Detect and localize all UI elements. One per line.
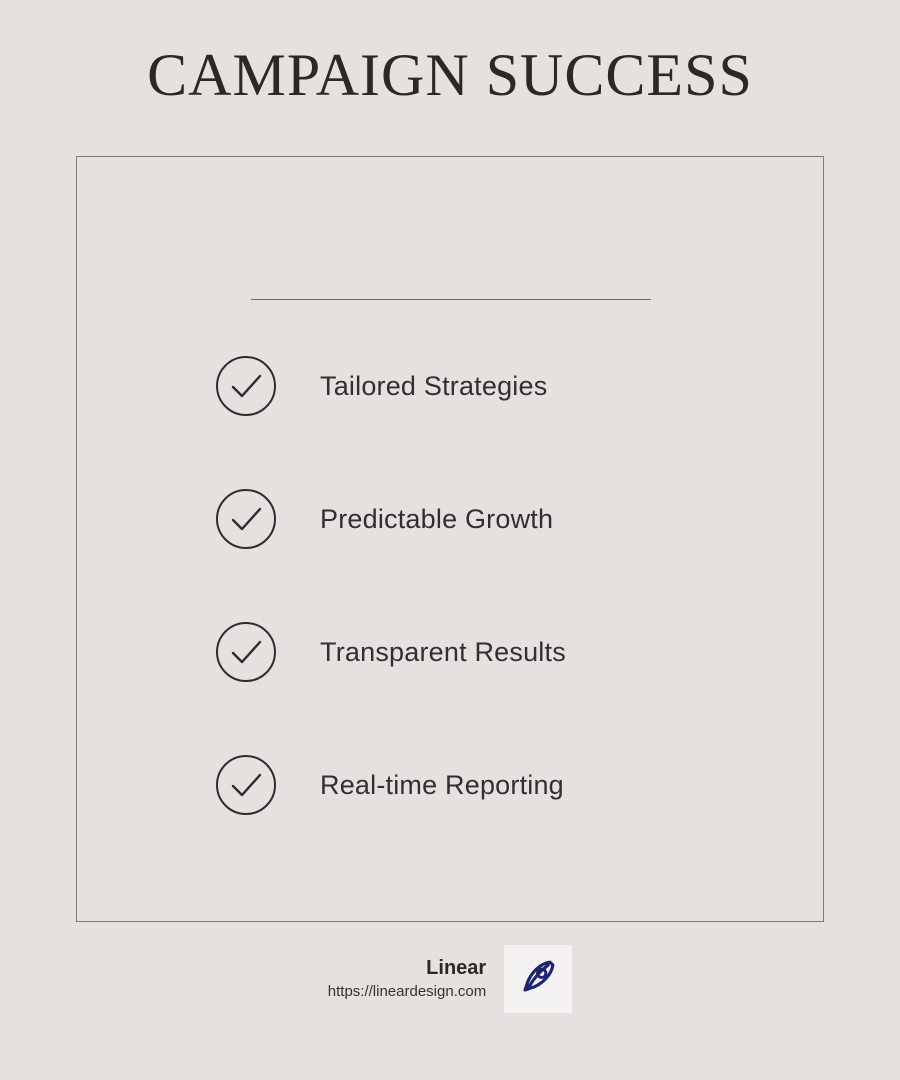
list-item (77, 486, 823, 552)
list-item-label: Real-time Reporting (320, 769, 564, 800)
brand-logo (504, 945, 572, 1013)
divider-line (251, 299, 651, 300)
list-item (77, 619, 823, 685)
content-frame (76, 156, 824, 922)
check-circle-icon (215, 355, 277, 417)
check-circle-icon (215, 621, 277, 683)
linear-rocket-logo-icon (513, 952, 563, 1007)
brand-name: Linear (426, 957, 487, 980)
feature-list (77, 353, 823, 818)
list-item-label: Tailored Strategies (320, 370, 548, 401)
list-item (77, 752, 823, 818)
list-item-label: Transparent Results (320, 636, 566, 667)
check-circle-icon (215, 488, 277, 550)
page-title: CAMPAIGN SUCCESS (147, 42, 753, 108)
list-item-label: Predictable Growth (320, 503, 554, 534)
list-item (77, 353, 823, 419)
check-circle-icon (215, 754, 277, 816)
brand-url[interactable]: https://lineardesign.com (327, 983, 487, 1001)
footer (0, 945, 900, 1013)
footer-text-block (328, 955, 486, 1002)
